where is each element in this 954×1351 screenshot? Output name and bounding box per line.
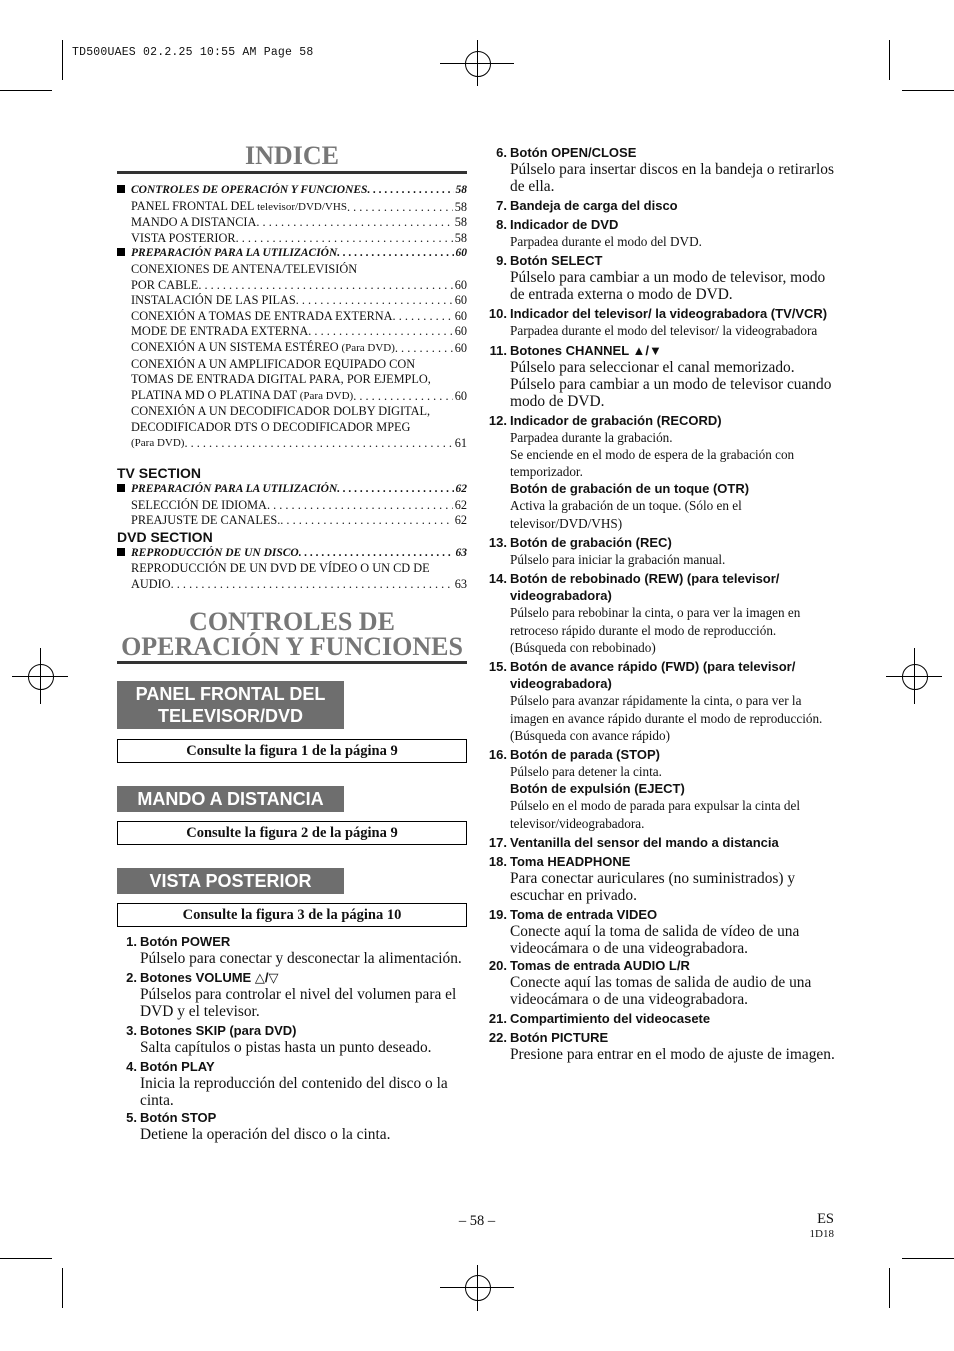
rear-ref: Consulte la figura 3 de la página 10 (117, 903, 467, 927)
list-item: 12. Indicador de grabación (RECORD) Parpadea durante la grabación. Se enciende en el modo de espera de la grabación con temporizador. Botón de grabación de un toque (OTR) Activa la grabación de un toque. (Sólo en el televisor/DVD/VHS) (488, 412, 795, 531)
toc-entry: AUDIO . . . 63 (117, 577, 467, 593)
list-item: 18. Toma HEADPHONE Para conectar auriculares (no suministrados) y escuchar en privado. (488, 854, 796, 905)
page-number: – 58 – (458, 1213, 496, 1229)
list-item: 5. Botón STOP Detiene la operación del disco o la cinta. (126, 1110, 391, 1143)
toc-entry: INSTALACIÓN DE LAS PILAS . . . 60 (117, 293, 467, 309)
list-item: 7. Bandeja de carga del disco (496, 198, 678, 213)
rear-band: VISTA POSTERIOR (117, 868, 344, 894)
toc-entry: POR CABLE . . . 60 (117, 278, 467, 294)
toc-entry: CONEXIÓN A TOMAS DE ENTRADA EXTERNA . . . 60 (117, 309, 467, 325)
toc-entry: PLATINA MD O PLATINA DAT (Para DVD) . . . 60 (117, 388, 467, 405)
left-items (113, 933, 469, 1143)
toc-entry-line: TOMAS DE ENTRADA DIGITAL PARA, POR EJEMPLO, (131, 372, 431, 387)
remote-ref: Consulte la figura 2 de la página 9 (117, 821, 467, 845)
toc-entry: MODE DE ENTRADA EXTERNA . . . 60 (117, 324, 467, 340)
toc-entry-line: CONEXIÓN A UN AMPLIFICADOR EQUIPADO CON (131, 356, 416, 371)
toc-entry: PREAJUSTE DE CANALES. . . . 62 (117, 513, 467, 529)
tv-section-heading: TV SECTION (117, 465, 202, 482)
list-item: 6. Botón OPEN/CLOSE Púlselo para insertar discos en la bandeja o retirarlos de ella. (496, 145, 834, 195)
list-item: 10. Indicador del televisor/ la videograbadora (TV/VCR) Parpadea durante el modo del televisor/ la videograbadora (488, 306, 828, 339)
language-code: ES (817, 1211, 834, 1227)
list-item: 15. Botón de avance rápido (FWD) (para televisor/ videograbadora) Púlselo para avanzar rápidamente la cinta, o para ver la imagen en avance rápido durante el modo de reproducción. (Búsqueda con avance rápido) (488, 659, 823, 743)
document-code: 1D18 (809, 1228, 834, 1240)
list-item: 20. Tomas de entrada AUDIO L/R Conecte aquí las tomas de salida de audio de una videocámara o de una videograbadora. (488, 958, 812, 1009)
toc-entry: SELECCIÓN DE IDIOMA . . . 62 (117, 498, 467, 514)
panel-band: PANEL FRONTAL DEL TELEVISOR/DVD (117, 681, 344, 729)
toc-entry-line: REPRODUCCIÓN DE UN DVD DE VÍDEO O UN CD DE (131, 561, 430, 576)
list-item: 19. Toma de entrada VIDEO Conecte aquí la toma de salida de vídeo de una videocámara o de una videograbadora. (488, 907, 800, 958)
right-items (483, 144, 835, 1063)
list-item: 2. Botones VOLUME △/▽ Púlselos para controlar el nivel del volumen para el DVD y el televisor. (126, 970, 457, 1020)
toc-entry: REPRODUCCIÓN DE UN DISCO . . . 63 (117, 546, 467, 562)
toc-entry: VISTA POSTERIOR . . . 58 (117, 231, 467, 247)
list-item: 9. Botón SELECT Púlselo para cambiar a un modo de televisor, modo de entrada externa o modo de DVD. (496, 253, 826, 304)
panel-ref: Consulte la figura 1 de la página 9 (117, 739, 467, 763)
toc-entry: (Para DVD) . . . 61 (117, 436, 467, 452)
table-of-contents (117, 183, 467, 593)
toc-entry: MANDO A DISTANCIA . . . 58 (117, 215, 467, 231)
toc-entry: PANEL FRONTAL DEL televisor/DVD/VHS . . . 58 (117, 199, 467, 216)
list-item: 16. Botón de parada (STOP) Púlselo para detener la cinta. Botón de expulsión (EJECT) Púlselo en el modo de parada para expulsar la cinta del televisor/videograbadora. (488, 747, 801, 831)
toc-entry: CONTROLES DE OPERACIÓN Y FUNCIONES . . . 58 (117, 183, 467, 199)
toc-entry-line: CONEXIÓN A UN DECODIFICADOR DOLBY DIGITAL, (131, 404, 431, 419)
list-item: 1. Botón POWER Púlselo para conectar y desconectar la alimentación. (126, 934, 462, 967)
controls-rule (117, 661, 467, 664)
index-title: INDICE (245, 141, 339, 170)
list-item: 22. Botón PICTURE Presione para entrar en el modo de ajuste de imagen. (488, 1030, 835, 1064)
list-item: 3. Botones SKIP (para DVD) Salta capítulos o pistas hasta un punto deseado. (126, 1023, 432, 1056)
remote-band: MANDO A DISTANCIA (117, 786, 344, 812)
list-item: 14. Botón de rebobinado (REW) (para televisor/ videograbadora) Púlselo para rebobinar la cinta, o para ver la imagen en retroceso rápido durante el modo de reproducción. (Búsqueda con rebobinado) (488, 571, 801, 655)
toc-entry: PREPARACIÓN PARA LA UTILIZACIÓN . . . 60 (117, 246, 467, 262)
controls-title: CONTROLES DE OPERACIÓN Y FUNCIONES (121, 607, 463, 661)
list-item: 4. Botón PLAY Inicia la reproducción del contenido del disco o la cinta. (126, 1059, 448, 1109)
list-item: 21. Compartimiento del videocasete (488, 1011, 711, 1027)
list-item: 8. Indicador de DVD Parpadea durante el modo del DVD. (496, 217, 702, 249)
toc-entry: CONEXIÓN A UN SISTEMA ESTÉREO (Para DVD) . . . 60 (117, 340, 467, 357)
toc-entry-line: DECODIFICADOR DTS O DECODIFICADOR MPEG (131, 419, 411, 434)
list-item: 13. Botón de grabación (REC) Púlselo para iniciar la grabación manual. (488, 535, 726, 568)
dvd-section-heading: DVD SECTION (117, 528, 213, 545)
index-rule (117, 171, 467, 174)
toc-entry-line: CONEXIONES DE ANTENA/TELEVISIÓN (131, 261, 358, 276)
list-item: 11. Botones CHANNEL ▲/▼ Púlselo para seleccionar el canal memorizado. Púlselo para cambiar a un modo de televisor cuando modo de DVD. (489, 342, 832, 410)
print-header: TD500UAES 02.2.25 10:55 AM Page 58 (72, 46, 314, 59)
toc-entry: PREPARACIÓN PARA LA UTILIZACIÓN . . . 62 (117, 482, 467, 498)
list-item: 17. Ventanilla del sensor del mando a distancia (488, 835, 779, 851)
